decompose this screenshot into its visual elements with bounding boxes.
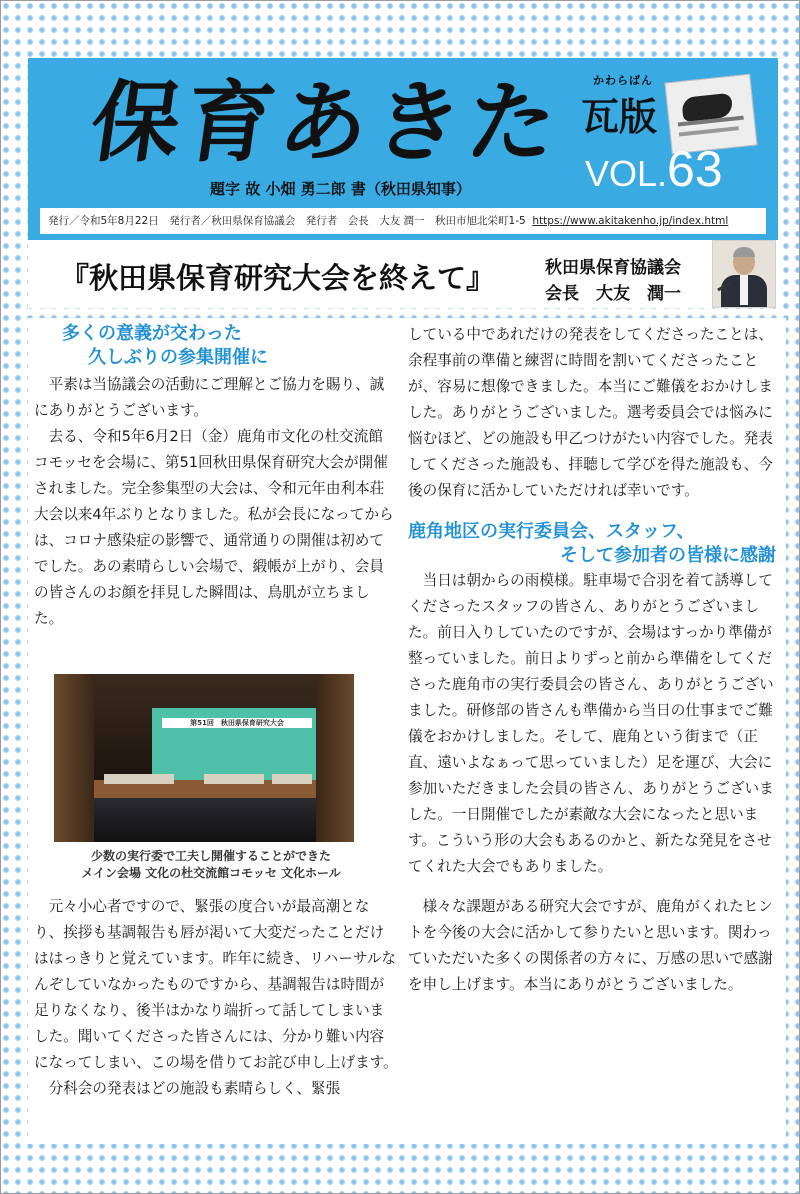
- right-column: [408, 322, 780, 998]
- caption-line: メイン会場 文化の杜交流館コモッセ 文化ホール: [81, 866, 341, 880]
- paragraph: 元々小心者ですので、緊張の度合いが最高潮となり、挨拶も基調報告も唇が渇いて大変だったことだけははっきりと覚えています。昨年に続き、リハーサルなんぞしていなかったものですから、基調報告は時間が足りなくなり、後半はかなり端折って話してしまいました。聞いてくださった皆さんには、分かり難い内容になってしまい、この場を借りてお詫び申し上げます。: [34, 898, 398, 1071]
- article-body: [28, 318, 786, 1144]
- photo-banner-text: 第51回 秋田県保育研究大会: [162, 718, 312, 728]
- section2-title-line2: そして参加者の皆様に感謝: [560, 545, 776, 566]
- section2-title-line1: 鹿角地区の実行委員会、スタッフ、: [408, 521, 695, 542]
- left-column-lower: [34, 894, 398, 1102]
- website-link[interactable]: https://www.akitakenho.jp/index.html: [532, 215, 729, 227]
- article-headline: 『秋田県保育研究大会を終えて』: [60, 261, 496, 295]
- masthead: [28, 58, 778, 248]
- caption-line: 少数の実行委で工夫し開催することができた: [90, 849, 331, 863]
- event-photo: [54, 674, 354, 842]
- paragraph: 当日は朝からの雨模様。駐車場で合羽を着て誘導してくださったスタッフの皆さん、ありがとうございました。前日入りしていたのですが、会場はすっかり準備が整っていました。前日よりずっと前から準備をしてくださった鹿角市の実行委員会の皆さん、ありがとうございました。研修部の皆さんも準備から当日の仕事までご難儀をおかけしました。そして、鹿角という街まで（正直、遠いよなぁって思っていました）足を運び、大会に参加いただきました会員の皆さん、ありがとうございました。一日開催でしたが素敵な大会になったと思います。こういう形の大会もあるのかと、新たな発見をさせてくれた大会でもありました。: [408, 572, 774, 875]
- paragraph: 去る、令和5年6月2日（金）鹿角市文化の杜交流館コモッセを会場に、第51回秋田県保育研究大会が開催されました。完全参集型の大会は、令和元年由利本荘大会以来4年ぶりとなりました。私が会長になってからは、コロナ感染症の影響で、通常通りの開催は初めてでした。あの素晴らしい会場で、緞帳が上がり、会員の皆さんのお顔を拝見した瞬間は、鳥肌が立ちました。: [34, 428, 394, 627]
- publication-info: [40, 208, 766, 234]
- photo-caption: [28, 848, 394, 882]
- author-name: 会長 大友 潤一: [545, 284, 681, 304]
- author-organization: 秋田県保育協議会: [545, 258, 681, 278]
- kawaraban-label: 瓦版: [581, 94, 658, 139]
- section1-title-line2: 久しぶりの参集開催に: [88, 347, 268, 368]
- volume-number: [585, 140, 723, 198]
- author-block: [545, 255, 681, 307]
- volume-digits: 63: [667, 141, 723, 197]
- paragraph: 平素は当協議会の活動にご理解とご協力を賜り、誠にありがとうございます。: [34, 376, 385, 419]
- left-column: [34, 322, 394, 632]
- title-credit: 題字 故 小畑 勇二郎 書（秋田県知事）: [210, 180, 471, 198]
- paragraph: 分科会の発表はどの施設も素晴らしく、緊張: [48, 1080, 341, 1097]
- newsletter-title: 保育あきた: [84, 70, 570, 174]
- paragraph: 様々な課題がある研究大会ですが、鹿角がくれたヒントを今後の大会に活かして参りたいと思います。関わっていただいた多くの関係者の方々に、万感の思いで感謝を申し上げます。本当にありがとうございました。: [408, 898, 773, 993]
- author-portrait: [712, 240, 776, 308]
- publication-details: 発行／令和5年8月22日 発行者／秋田県保育協議会 発行者 会長 大友 潤一 秋田市旭北栄町1-5: [48, 215, 526, 227]
- volume-prefix: VOL.: [585, 153, 668, 194]
- kawaraban-ruby: かわらばん: [593, 74, 653, 87]
- section1-title-line1: 多くの意義が交わった: [62, 323, 242, 344]
- paragraph: している中であれだけの発表をしてくださったことは、余程事前の準備と練習に時間を割いてくださったことが、容易に想像できました。本当にご難儀をおかけしました。ありがとうございました。選考委員会では悩みに悩むほど、どの施設も甲乙つけがたい内容でした。発表してくださった施設も、拝聴して学びを得た施設も、今後の保育に活かしていただければ幸いです。: [408, 326, 773, 499]
